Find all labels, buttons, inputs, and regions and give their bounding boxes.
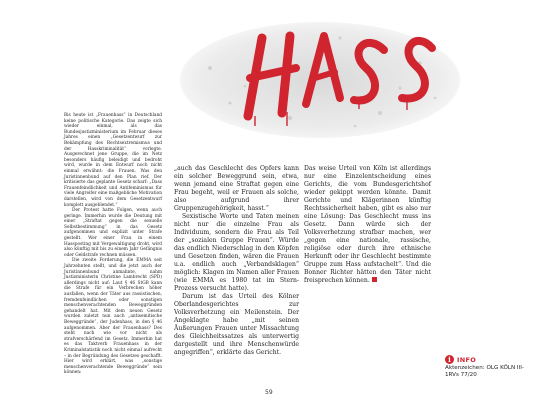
info-title: INFO	[457, 355, 477, 364]
left-paragraph-3: Die zweite Forderung, die EMMA seit Jahrzehnten stellt, und die jetzt auch der Juristinnenbund anmahnte, nahm Justizministerin Christine Lambrecht (SPD) allerdings nicht auf: Laut § 46 StGB kann die Strafe für ein Verbrechen höher ausfallen, wenn der Täter aus rassistischen, fremdenfeindlichen oder sonstigen menschenverachtenden Beweggründen gehandelt hat. Mit dem neuen Gesetz wurden zuletzt nun auch „antisemitische Beweggründe“, der Judenhass, in den § 46 aufgenommen. Aber der Frauenhass? Des steht nach wie vor nicht als strafverschärfend im Gesetz. Immerhin hat es das Taktverb Frauenhass in der Kriminalstatistik noch nicht einmal aufrecht – in der Begründung des Gesetzes geschafft. Hier wird erklärt, was „sonstige menschenverachtende Beweggründe“ sein können:	[64, 258, 162, 376]
page-number: 59	[265, 389, 273, 396]
left-paragraph-1: Bis heute ist „Frauenhass“ in Deutschland keine politische Kategorie. Das zeigte sich wieder einmal, als das Bundesjustizministerium im Februar dieses Jahres einen „Gesetzentwurf zur Bekämpfung des Rechtsextremismus und der Hasskriminalität“ vorlegte. Ausgerechnet jene Gruppe, die im Netz besonders häufig beleidigt und bedroht wird, wurde in dem Entwurf noch nicht einmal erwähnt: die Frauen. Was den Juristinnenbund auf den Plan rief. Der kritisierte das geplante Gesetz scharf: „Dass Frauenfeindlichkeit und Antifeminismus für viele Angreifer eine maßgebliche Motivation darstellen, wird von dem Gesetzentwurf komplett ausgeblendet.“	[64, 113, 162, 208]
right-paragraph-1: Das weise Urteil von Köln ist allerdings nur eine Einzelentscheidung eines Gerichts, die vom Bundesgerichtshof wieder gekippt werden könnte. Damit Gerichte und Klägerinnen künftig Rechtssicherheit haben, gibt es also nur eine Lösung: Das Geschlecht muss ins Gesetz. Dann würde sich der Volksverhetzung strafbar machen, wer „gegen eine nationale, rassische, religiöse oder durch ihre ethnische Herkunft oder ihr Geschlecht bestimmte Gruppe zum Hass aufstachelt“. Und die Bonner Richter hätten den Täter nicht freisprechen können.	[304, 165, 431, 285]
middle-paragraph-3: Darum ist das Urteil des Kölner Oberlandesgerichtes zur Volksverhetzung ein Meilenstein. Der Angeklagte habe „mit seinen Äußerungen Frauen unter Missachtung des Gleichheitssatzes als unterwertig dargestellt und ihre Menschenwürde angegriffen“, erklärte das Gericht.	[174, 293, 299, 357]
middle-column	[174, 165, 299, 357]
left-column	[64, 113, 162, 376]
left-paragraph-2: Der Protest hatte Folgen, wenn auch geringe. Immerhin wurde die Deutung mit einer „Straftat gegen die sexuelle Selbstbestimmung“ in das Gesetz aufgenommen und explizit unter Strafe gestellt. Wer einer Frau in einem Hassposting mit Vergewaltigung droht, wird also künftig mit bis zu einem Jahr Gefängnis oder Geldstrafe rechnen müssen.	[64, 208, 162, 258]
info-box	[445, 355, 535, 379]
middle-paragraph-2: Sexistische Worte und Taten meinen nicht nur die einzelne Frau als Individuum, sondern die Frau als Teil der „sozialen Gruppe Frauen“. Würde das endlich Niederschlag in den Köpfen und Gesetzen finden, wären die Frauen u.a. endlich auch „Verbandsklagen“ möglich: Klagen im Namen aller Frauen (wie EMMA es 1980 tat im Stern-Prozess versucht hatte).	[174, 213, 299, 293]
info-icon: i	[445, 355, 454, 364]
middle-paragraph-1: „auch das Geschlecht des Opfers kann ein solcher Beweggrund sein, etwa, wenn jemand eine Straftat gegen eine Frau begeht, weil er Frauen als solche, also aufgrund ihrer Gruppenzugehörigkeit, hasst.“	[174, 165, 299, 213]
article-end-mark	[372, 277, 377, 282]
hass-graffiti-image	[170, 8, 465, 146]
info-header	[445, 355, 535, 364]
info-text: Aktenzeichen: OLG KÖLN III-1RVs 77/20	[445, 365, 524, 378]
right-column	[304, 165, 431, 285]
